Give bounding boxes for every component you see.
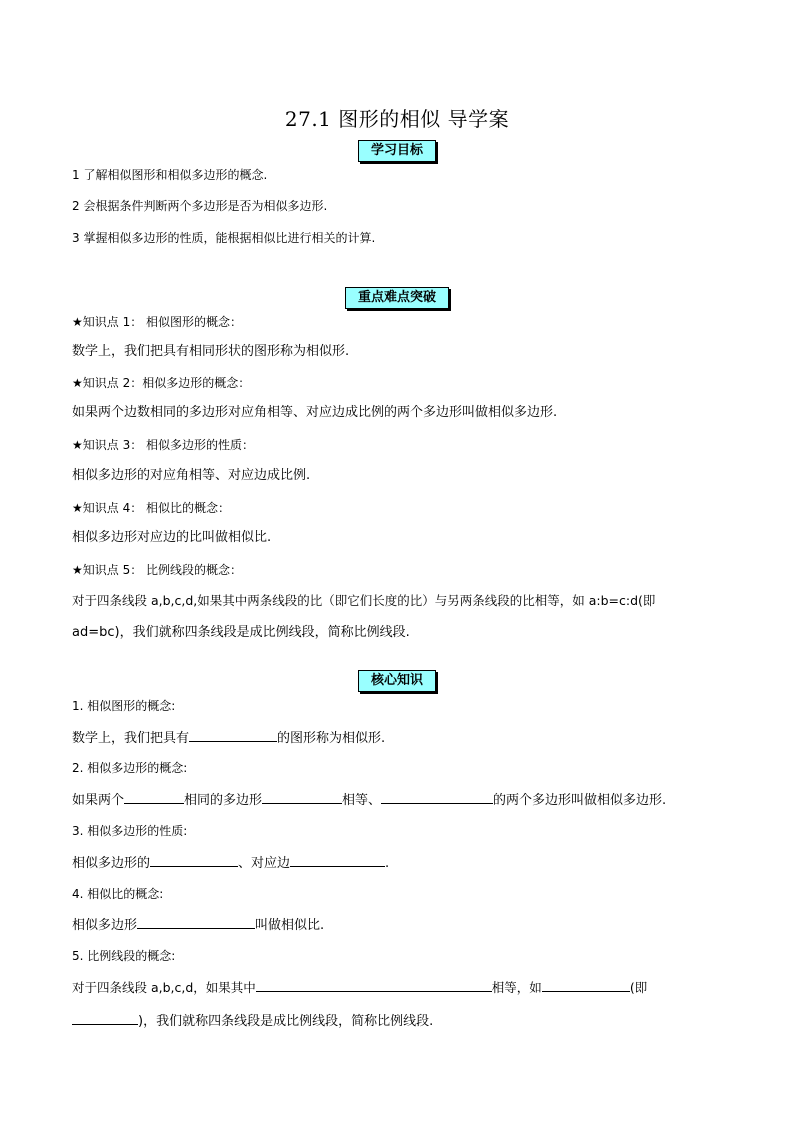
section-goals-label: 学习目标 [358, 140, 436, 162]
core-q2-text-b: 相同的多边形 [184, 793, 263, 808]
core-q4-text-a: 相似多边形 [72, 918, 138, 933]
core-q4-text-b: 叫做相似比. [255, 918, 325, 933]
core-q3-text-a: 相似多边形的 [72, 856, 151, 871]
core-q1-text-b: 的图形称为相似形. [277, 731, 386, 746]
fill-blank[interactable] [189, 728, 277, 742]
knowledge-point-body: 相似多边形的对应角相等、对应边成比例. [72, 468, 311, 483]
core-q5-text-b: 相等，如 [491, 980, 542, 995]
goal-item: 2 会根据条件判断两个多边形是否为相似多边形. [72, 199, 328, 213]
fill-blank[interactable] [72, 1011, 138, 1025]
core-q2-text-d: 的两个多边形叫做相似多边形. [493, 793, 667, 808]
knowledge-point-heading: ★知识点 5： 比例线段的概念： [72, 563, 243, 577]
fill-blank[interactable] [290, 853, 385, 867]
knowledge-point-body: 对于四条线段 a,b,c,d,如果其中两条线段的比（即它们长度的比）与另两条线段的比相等，如 a:b=c:d(即 [72, 593, 656, 608]
core-q4-heading: 4. 相似比的概念: [72, 887, 164, 901]
core-q3-line [72, 853, 734, 873]
knowledge-point-body: 数学上，我们把具有相同形状的图形称为相似形. [72, 344, 350, 359]
section-core-label: 核心知识 [358, 670, 436, 692]
page-title: 27.1 图形的相似 导学案 [284, 107, 510, 131]
core-q3-text-c: . [385, 856, 390, 871]
knowledge-point-heading: ★知识点 3： 相似多边形的性质： [72, 438, 255, 452]
section-core-header [0, 669, 794, 692]
fill-blank[interactable] [124, 790, 184, 804]
goal-item: 1 了解相似图形和相似多边形的概念. [72, 168, 268, 182]
core-q5-line-cont [72, 1011, 734, 1031]
section-goals-header [0, 139, 794, 162]
fill-blank[interactable] [262, 790, 342, 804]
section-keypoints-label: 重点难点突破 [345, 287, 449, 309]
core-q5-text-a: 对于四条线段 a,b,c,d，如果其中 [72, 980, 256, 995]
core-q5-text-c: (即 [629, 980, 648, 995]
core-q2-heading: 2. 相似多边形的概念: [72, 761, 188, 775]
fill-blank[interactable] [137, 915, 255, 929]
core-q3-text-b: 、对应边 [238, 856, 291, 871]
core-q3-heading: 3. 相似多边形的性质: [72, 824, 188, 838]
core-q5-text-d: )，我们就称四条线段是成比例线段，简称比例线段. [138, 1014, 434, 1029]
knowledge-point-body: 如果两个边数相同的多边形对应角相等、对应边成比例的两个多边形叫做相似多边形. [72, 405, 558, 420]
fill-blank[interactable] [256, 978, 492, 992]
core-q5-heading: 5. 比例线段的概念: [72, 949, 176, 963]
knowledge-point-heading: ★知识点 1： 相似图形的概念： [72, 315, 243, 329]
core-q2-line [72, 790, 734, 810]
knowledge-point-body: 相似多边形对应边的比叫做相似比. [72, 530, 272, 545]
knowledge-point-body-cont: ad=bc)，我们就称四条线段是成比例线段，简称比例线段. [72, 625, 410, 640]
core-q1-heading: 1. 相似图形的概念: [72, 699, 176, 713]
core-q1-line [72, 728, 734, 748]
fill-blank[interactable] [150, 853, 238, 867]
core-q1-text-a: 数学上，我们把具有 [72, 731, 190, 746]
core-q2-text-a: 如果两个 [72, 793, 125, 808]
core-q2-text-c: 相等、 [342, 793, 382, 808]
section-keypoints-header [0, 286, 794, 309]
knowledge-point-heading: ★知识点 4： 相似比的概念： [72, 501, 231, 515]
goal-item: 3 掌握相似多边形的性质，能根据相似比进行相关的计算. [72, 231, 376, 245]
core-q4-line [72, 915, 734, 935]
fill-blank[interactable] [381, 790, 493, 804]
fill-blank[interactable] [542, 978, 630, 992]
knowledge-point-heading: ★知识点 2：相似多边形的概念： [72, 376, 251, 390]
core-q5-line [72, 978, 734, 997]
